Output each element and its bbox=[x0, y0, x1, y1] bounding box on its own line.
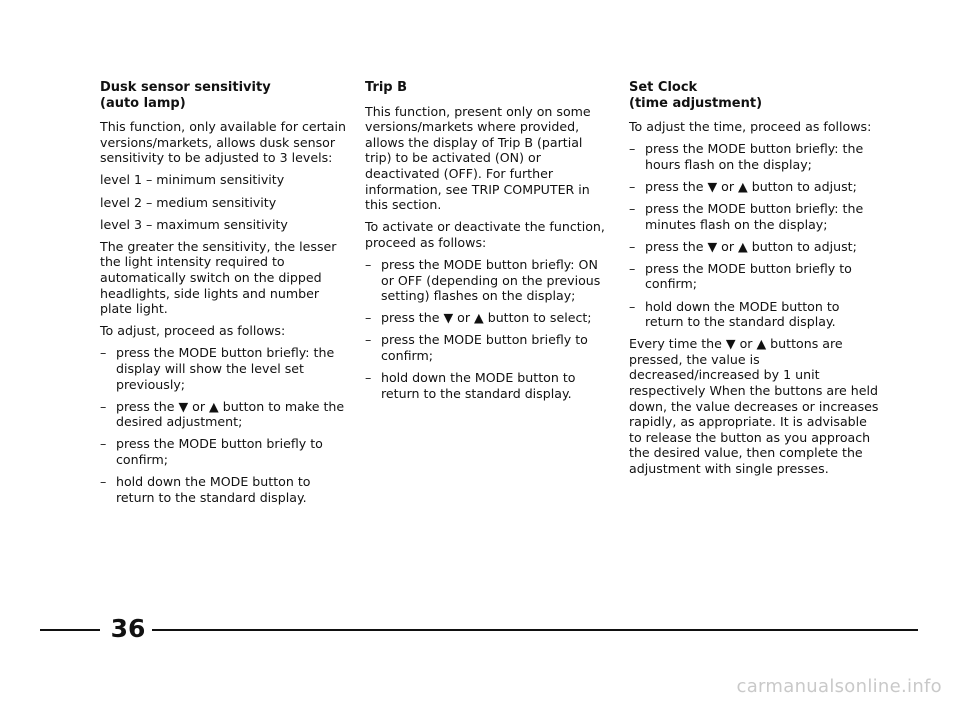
dash-bullet: – bbox=[629, 141, 636, 157]
level-line: level 1 – minimum sensitivity bbox=[100, 172, 285, 188]
dash-bullet: – bbox=[365, 370, 372, 385]
list-item-text: hold down the MODE button to return to the standard display. bbox=[381, 370, 576, 401]
column-dusk-sensor bbox=[100, 80, 350, 512]
list-item-text: press the ▼ or ▲ button to select; bbox=[381, 310, 592, 326]
section-heading-dusk-sensor bbox=[100, 80, 350, 111]
list-item bbox=[629, 141, 879, 172]
dash-bullet: – bbox=[629, 260, 636, 276]
dash-bullet: – bbox=[100, 398, 107, 414]
list-item-text: press the MODE button briefly to confirm; bbox=[116, 436, 323, 467]
watermark: carmanualsonline.info bbox=[736, 676, 942, 697]
heading-line: Set Clock bbox=[629, 80, 698, 95]
paragraph: To adjust, proceed as follows: bbox=[100, 323, 286, 339]
column-set-clock bbox=[629, 80, 879, 483]
paragraph: This function, only available for certain versions/markets, allows dusk sensor sensitivity to be adjusted to 3 levels: bbox=[100, 119, 346, 166]
paragraph: To activate or deactivate the function, proceed as follows: bbox=[365, 219, 605, 250]
level-line: level 3 – maximum sensitivity bbox=[100, 216, 288, 232]
list-item-text: hold down the MODE button to return to the standard display. bbox=[645, 298, 840, 330]
list-item-text: press the MODE button briefly to confirm; bbox=[645, 260, 852, 292]
list-item bbox=[365, 310, 605, 326]
paragraph: To adjust the time, proceed as follows: bbox=[629, 119, 872, 135]
list-item-text: press the MODE button briefly: ON or OFF (depending on the previous setting) flashes on the display; bbox=[381, 256, 601, 304]
list-item bbox=[629, 239, 879, 255]
footer-rule-left bbox=[40, 629, 100, 631]
section-heading-trip-b bbox=[365, 80, 605, 96]
dash-bullet: – bbox=[365, 256, 372, 272]
list-item bbox=[629, 179, 879, 195]
list-item bbox=[100, 399, 350, 430]
list-item-text: press the MODE button briefly to confirm; bbox=[381, 332, 588, 363]
footer-rule-right bbox=[152, 629, 918, 631]
list-item-text: press the ▼ or ▲ button to adjust; bbox=[645, 238, 857, 254]
level-line: level 2 – medium sensitivity bbox=[100, 194, 277, 210]
list-item bbox=[365, 370, 605, 401]
list-item bbox=[100, 345, 350, 392]
list-item bbox=[629, 299, 879, 330]
list-item-text: hold down the MODE button to return to the standard display. bbox=[116, 473, 311, 505]
list-item bbox=[100, 436, 350, 467]
dash-bullet: – bbox=[365, 332, 372, 348]
page-footer bbox=[40, 614, 918, 644]
dash-bullet: – bbox=[629, 238, 636, 254]
list-item bbox=[629, 201, 879, 232]
list-item-text: press the ▼ or ▲ button to make the desired adjustment; bbox=[116, 398, 345, 430]
dash-bullet: – bbox=[100, 345, 107, 361]
list-item bbox=[365, 257, 605, 304]
list-item-text: press the MODE button briefly: the minutes flash on the display; bbox=[645, 201, 864, 232]
paragraph: Every time the ▼ or ▲ buttons are pressed, the value is decreased/increased by 1 unit respectively When the buttons are held down, the value decreases or increases rapidly, as appropriate. It is advisable to release the button as you approach the desired value, then complete the adjustment with single presses. bbox=[629, 336, 879, 476]
paragraph: This function, present only on some versions/markets where provided, allows the display of Trip B (partial trip) to be activated (ON) or deactivated (OFF). For further information, see TRIP COMPUTER in this section. bbox=[365, 103, 591, 213]
dash-bullet: – bbox=[100, 436, 107, 452]
dash-bullet: – bbox=[365, 310, 372, 326]
dash-bullet: – bbox=[629, 201, 636, 217]
paragraph: The greater the sensitivity, the lesser the light intensity required to automatically switch on the dipped headlights, side lights and number plate light. bbox=[100, 238, 337, 317]
dash-bullet: – bbox=[629, 298, 636, 314]
list-item bbox=[100, 474, 350, 505]
heading-line: Trip B bbox=[365, 80, 408, 95]
list-item-text: press the MODE button briefly: the hours flash on the display; bbox=[645, 141, 864, 172]
section-heading-set-clock bbox=[629, 80, 879, 111]
list-item bbox=[629, 261, 879, 292]
list-item-text: press the ▼ or ▲ button to adjust; bbox=[645, 178, 857, 194]
list-item bbox=[365, 332, 605, 363]
dash-bullet: – bbox=[100, 473, 107, 489]
heading-line: Dusk sensor sensitivity bbox=[100, 80, 271, 95]
column-trip-b bbox=[365, 80, 605, 408]
heading-line: (time adjustment) bbox=[629, 95, 763, 111]
heading-line: (auto lamp) bbox=[100, 95, 186, 111]
list-item-text: press the MODE button briefly: the display will show the level set previously; bbox=[116, 345, 335, 392]
page-number: 36 bbox=[110, 614, 146, 643]
dash-bullet: – bbox=[629, 178, 636, 194]
